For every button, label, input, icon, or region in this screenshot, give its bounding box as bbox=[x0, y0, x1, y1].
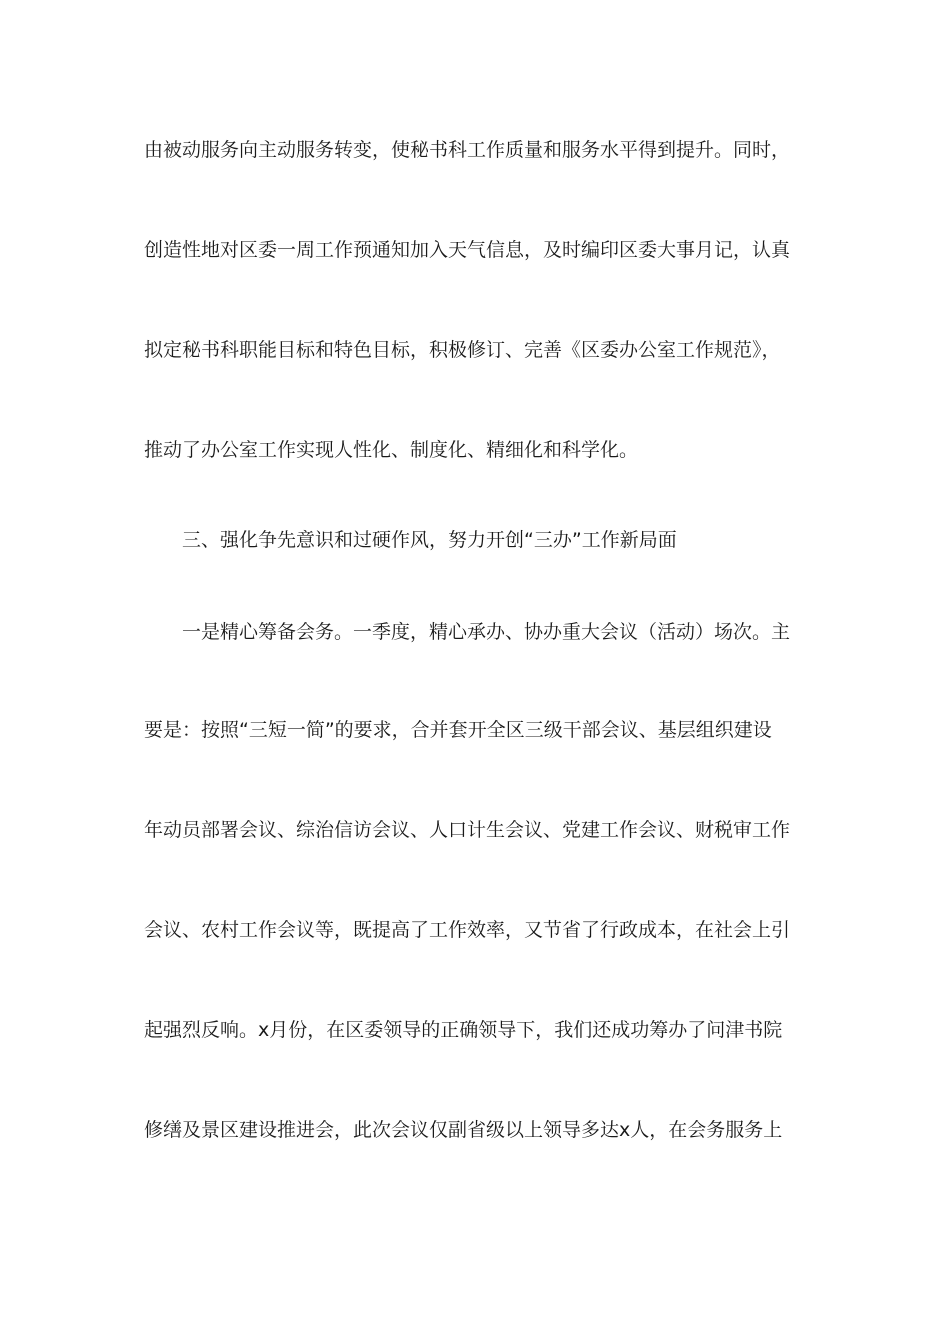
paragraph-line-5: 一是精心筹备会务。一季度，精心承办、协办重大会议（活动）场次。主 bbox=[182, 621, 791, 643]
paragraph-line-9: 起强烈反响。x月份，在区委领导的正确领导下，我们还成功筹办了问津书院 bbox=[144, 1019, 783, 1041]
paragraph-line-8: 会议、农村工作会议等，既提高了工作效率，又节省了行政成本，在社会上引 bbox=[144, 919, 791, 941]
paragraph-line-10: 修缮及景区建设推进会，此次会议仅副省级以上领导多达x人，在会务服务上 bbox=[144, 1119, 783, 1141]
paragraph-line-7: 年动员部署会议、综治信访会议、人口计生会议、党建工作会议、财税审工作 bbox=[144, 819, 791, 841]
paragraph-line-1: 由被动服务向主动服务转变，使秘书科工作质量和服务水平得到提升。同时， bbox=[144, 139, 791, 161]
paragraph-line-3: 拟定秘书科职能目标和特色目标，积极修订、完善《区委办公室工作规范》， bbox=[144, 339, 781, 361]
section-heading: 三、强化争先意识和过硬作风，努力开创“三办”工作新局面 bbox=[182, 529, 677, 551]
paragraph-line-2: 创造性地对区委一周工作预通知加入天气信息，及时编印区委大事月记，认真 bbox=[144, 239, 791, 261]
paragraph-line-4: 推动了办公室工作实现人性化、制度化、精细化和科学化。 bbox=[144, 439, 639, 461]
paragraph-line-6: 要是：按照“三短一简”的要求，合并套开全区三级干部会议、基层组织建设 bbox=[144, 719, 772, 741]
